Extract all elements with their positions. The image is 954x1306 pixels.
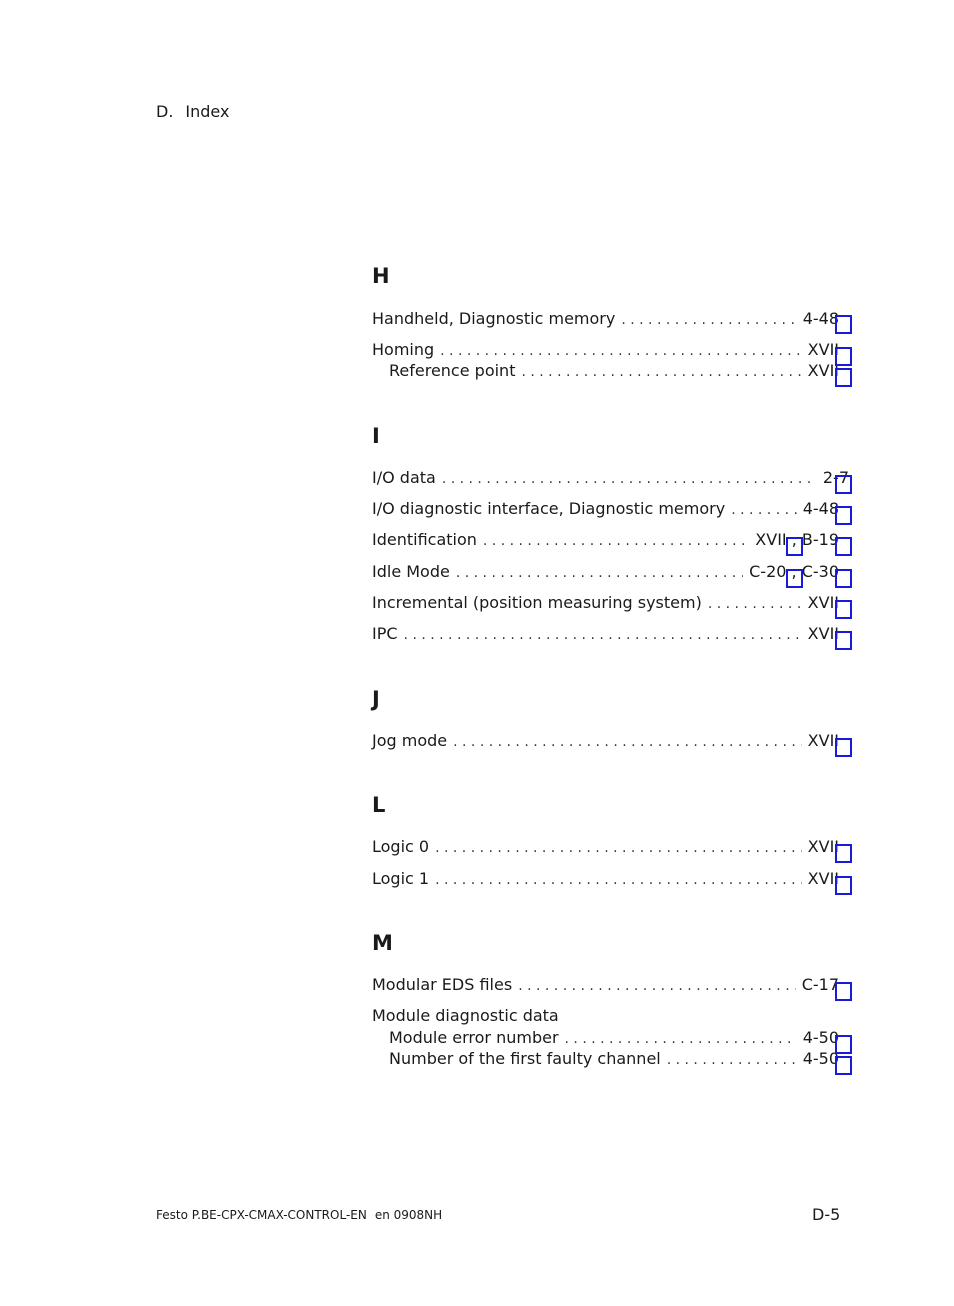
hyperlink-frame[interactable] bbox=[835, 600, 852, 619]
hyperlink-frame[interactable] bbox=[835, 631, 852, 650]
index-entry[interactable] bbox=[372, 498, 839, 520]
hyperlink-frame[interactable] bbox=[835, 368, 852, 387]
index-term: Handheld, Diagnostic memory bbox=[372, 309, 616, 328]
hyperlink-frame[interactable] bbox=[835, 347, 852, 366]
index-group-heading: Module diagnostic data bbox=[372, 1006, 559, 1025]
index-entry[interactable] bbox=[372, 623, 839, 645]
index-term: IPC bbox=[372, 624, 398, 643]
index-subentry[interactable] bbox=[389, 1048, 839, 1070]
leader-dots bbox=[404, 624, 802, 646]
index-term: Homing bbox=[372, 340, 435, 359]
page-ref[interactable]: XVII bbox=[807, 731, 839, 750]
running-header bbox=[156, 102, 229, 121]
page-ref[interactable]: C-17 bbox=[801, 975, 839, 994]
leader-dots bbox=[453, 731, 802, 753]
index-entry[interactable] bbox=[372, 529, 839, 551]
page-ref[interactable]: 2-7 bbox=[822, 468, 849, 487]
header-title: Index bbox=[185, 102, 230, 121]
index-letter-l: L bbox=[372, 793, 386, 817]
leader-dots bbox=[435, 869, 802, 891]
index-letter-m: M bbox=[372, 931, 393, 955]
index-term: Modular EDS files bbox=[372, 975, 513, 994]
page-ref[interactable]: XVII bbox=[807, 869, 839, 888]
index-entry[interactable] bbox=[372, 467, 849, 489]
leader-dots bbox=[521, 361, 801, 383]
leader-dots bbox=[435, 837, 802, 859]
hyperlink-frame[interactable] bbox=[835, 876, 852, 895]
hyperlink-frame[interactable] bbox=[835, 315, 852, 334]
leader-dots bbox=[621, 309, 796, 331]
index-entry[interactable] bbox=[372, 561, 839, 583]
index-letter-j: J bbox=[372, 687, 380, 711]
page-ref[interactable]: XVII bbox=[807, 837, 839, 856]
footer-edition: en 0908NH bbox=[374, 1208, 443, 1222]
page-ref[interactable]: C-20 , C-30 bbox=[749, 562, 839, 581]
hyperlink-frame[interactable] bbox=[786, 537, 803, 556]
hyperlink-frame[interactable] bbox=[835, 1056, 852, 1075]
footer-publication bbox=[156, 1208, 442, 1222]
index-term: Identification bbox=[372, 530, 477, 549]
index-term: Incremental (position measuring system) bbox=[372, 593, 702, 612]
hyperlink-frame[interactable] bbox=[835, 738, 852, 757]
leader-dots bbox=[708, 593, 802, 615]
index-term: I/O data bbox=[372, 468, 436, 487]
header-section: D. bbox=[156, 102, 174, 121]
index-term: I/O diagnostic interface, Diagnostic memory bbox=[372, 499, 726, 518]
index-term: Logic 1 bbox=[372, 869, 430, 888]
hyperlink-frame[interactable] bbox=[835, 1035, 852, 1054]
index-term: Reference point bbox=[389, 361, 516, 380]
index-term: Idle Mode bbox=[372, 562, 450, 581]
leader-dots bbox=[518, 975, 796, 997]
leader-dots bbox=[456, 562, 743, 584]
index-entry[interactable] bbox=[372, 339, 839, 361]
index-term: Logic 0 bbox=[372, 837, 430, 856]
page-ref[interactable]: XVII bbox=[807, 361, 839, 380]
page-number: D-5 bbox=[812, 1205, 841, 1224]
page-ref[interactable]: XVII bbox=[807, 593, 839, 612]
index-letter-i: I bbox=[372, 424, 380, 448]
index-term: Jog mode bbox=[372, 731, 448, 750]
hyperlink-frame[interactable] bbox=[786, 569, 803, 588]
page-ref[interactable]: XVII , B-19 bbox=[755, 530, 839, 549]
leader-dots bbox=[731, 499, 796, 521]
index-term: Number of the first faulty channel bbox=[389, 1049, 661, 1068]
leader-dots bbox=[440, 340, 802, 362]
footer-doc-id: P.BE-CPX-CMAX-CONTROL-EN bbox=[191, 1208, 367, 1222]
page-ref[interactable]: XVII bbox=[807, 624, 839, 643]
index-term: Module error number bbox=[389, 1028, 559, 1047]
hyperlink-frame[interactable] bbox=[835, 844, 852, 863]
leader-dots bbox=[667, 1049, 797, 1071]
leader-dots bbox=[565, 1028, 797, 1050]
footer-publisher: Festo bbox=[156, 1208, 188, 1222]
index-entry[interactable] bbox=[372, 730, 839, 752]
page-ref[interactable]: XVII bbox=[807, 340, 839, 359]
index-entry[interactable] bbox=[372, 836, 839, 858]
index-entry[interactable] bbox=[372, 868, 839, 890]
hyperlink-frame[interactable] bbox=[835, 475, 852, 494]
page-ref[interactable]: 4-48 bbox=[802, 499, 839, 518]
page-ref[interactable]: 4-48 bbox=[802, 309, 839, 328]
index-entry[interactable] bbox=[372, 592, 839, 614]
index-letter-h: H bbox=[372, 264, 390, 288]
index-subentry[interactable] bbox=[389, 1027, 839, 1049]
leader-dots bbox=[483, 530, 749, 552]
hyperlink-frame[interactable] bbox=[835, 537, 852, 556]
page-ref[interactable]: 4-50 bbox=[802, 1028, 839, 1047]
leader-dots bbox=[442, 468, 817, 490]
hyperlink-frame[interactable] bbox=[835, 506, 852, 525]
index-entry[interactable] bbox=[372, 308, 839, 330]
page-ref[interactable]: 4-50 bbox=[802, 1049, 839, 1068]
index-subentry[interactable] bbox=[389, 360, 839, 382]
hyperlink-frame[interactable] bbox=[835, 569, 852, 588]
hyperlink-frame[interactable] bbox=[835, 982, 852, 1001]
index-entry[interactable] bbox=[372, 974, 839, 996]
